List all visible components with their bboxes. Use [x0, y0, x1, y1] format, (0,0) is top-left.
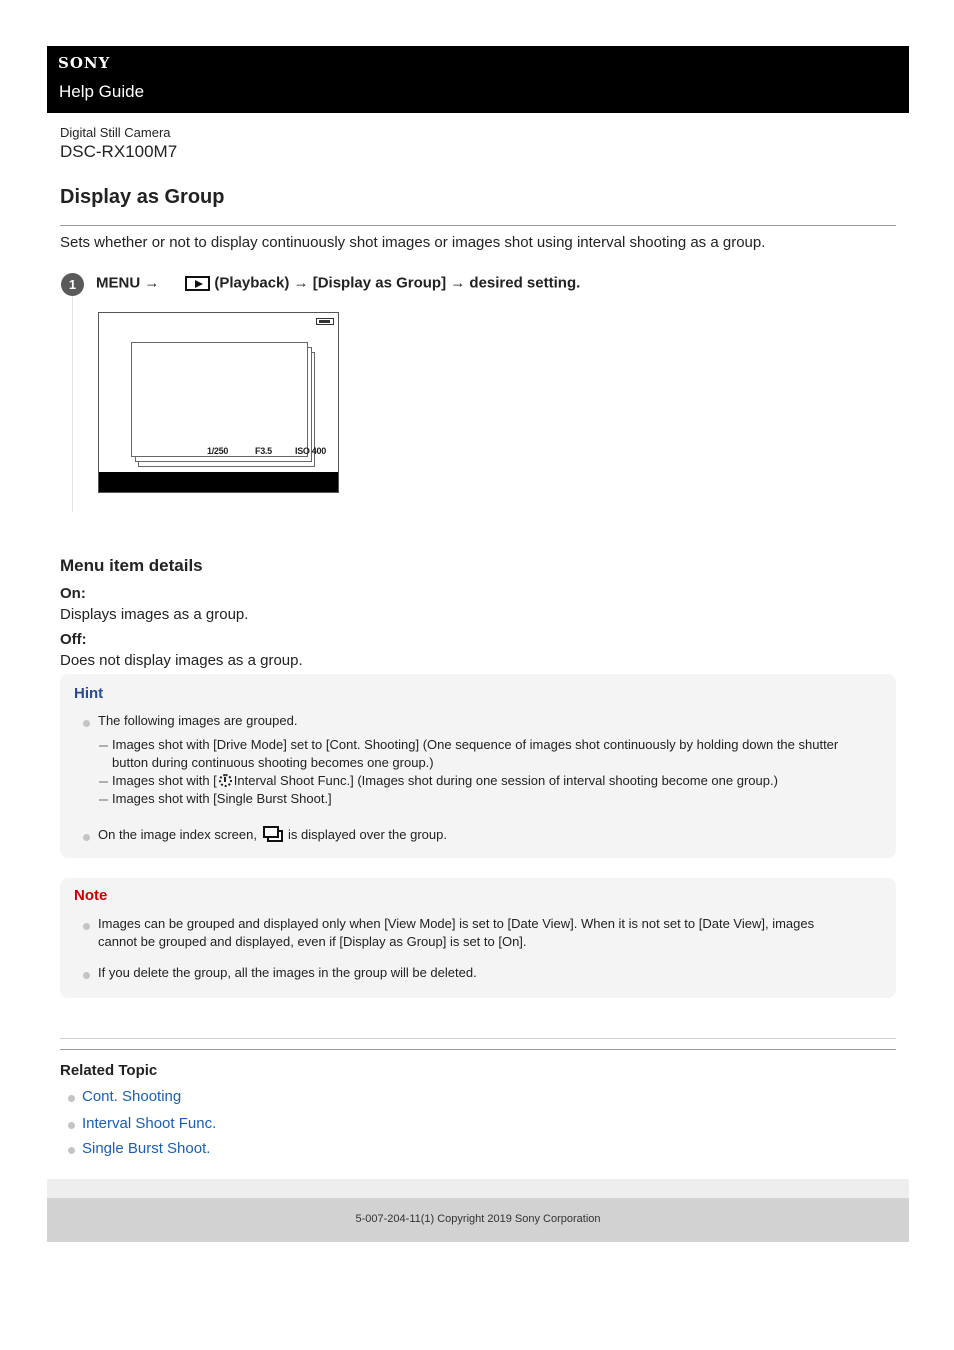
intro-text: Sets whether or not to display continuously shot images or images shot using interval shooting as a group. [60, 234, 766, 251]
sony-logo: SONY [58, 54, 111, 72]
hint-subitem-pre: Images shot with [ [112, 773, 217, 788]
page-title: Display as Group [60, 186, 225, 208]
menu-details-heading: Menu item details [60, 556, 203, 575]
hint-item [98, 826, 447, 844]
note-item: Images can be grouped and displayed only when [View Mode] is set to [Date View]. When it is not set to [Date View], images [98, 916, 815, 931]
dash-icon [99, 745, 108, 747]
bullet-icon [83, 923, 90, 930]
shutter-speed-readout: 1/250 [207, 446, 229, 456]
hint-item: The following images are grouped. [98, 713, 298, 728]
product-model: DSC-RX100M7 [60, 142, 178, 161]
related-topic-heading: Related Topic [60, 1062, 158, 1079]
copyright-text: 5-007-204-11(1) Copyright 2019 Sony Corporation [355, 1213, 601, 1225]
step-connector [72, 296, 73, 512]
section-divider [60, 1038, 896, 1039]
step-instruction [96, 274, 580, 292]
dash-icon [99, 799, 108, 801]
aperture-readout: F3.5 [255, 446, 272, 456]
group-display-icon [263, 826, 283, 842]
screen-bottom-bar [99, 472, 338, 492]
title-divider [60, 225, 896, 226]
option-off-desc: Does not display images as a group. [60, 652, 303, 669]
section-divider [60, 1049, 896, 1050]
playback-icon [185, 276, 210, 291]
stacked-image-front [131, 342, 308, 457]
battery-icon [316, 318, 334, 325]
note-title: Note [74, 887, 108, 904]
bullet-icon [68, 1147, 75, 1154]
option-on-term: On: [60, 585, 86, 602]
related-link-interval-shoot[interactable]: Interval Shoot Func. [82, 1115, 217, 1132]
hint-subitem [112, 772, 778, 790]
product-category: Digital Still Camera [60, 125, 171, 140]
related-link-cont-shooting[interactable]: Cont. Shooting [82, 1088, 182, 1105]
note-box [60, 878, 896, 998]
bullet-icon [83, 972, 90, 979]
dash-icon [99, 781, 108, 783]
hint-subitem: Images shot with [Drive Mode] set to [Cont. Shooting] (One sequence of images shot continuously by holding down the shutter [112, 737, 839, 752]
hint-subitem-cont: button during continuous shooting becomes one group.) [112, 755, 434, 770]
step-playback-text: (Playback) → [Display as Group] → desired setting. [214, 274, 581, 292]
hint-subitem-post: Interval Shoot Func.] (Images shot during one session of interval shooting become one group.) [233, 773, 778, 788]
step-number: 1 [61, 273, 84, 296]
bullet-icon [83, 834, 90, 841]
bullet-icon [68, 1095, 75, 1102]
interval-shoot-icon [219, 774, 232, 787]
hint-title: Hint [74, 685, 104, 702]
footer-bar [47, 1198, 909, 1242]
hint-item-post: is displayed over the group. [287, 827, 447, 842]
option-on-desc: Displays images as a group. [60, 606, 249, 623]
help-guide-label: Help Guide [59, 82, 145, 101]
note-item-cont: cannot be grouped and displayed, even if [Display as Group] is set to [On]. [98, 934, 527, 949]
hint-box [60, 674, 896, 858]
header-bar [47, 46, 909, 113]
step-menu-text: MENU → [96, 274, 160, 292]
related-link-single-burst[interactable]: Single Burst Shoot. [82, 1140, 211, 1157]
camera-screen-illustration [98, 312, 339, 493]
iso-readout: ISO 400 [295, 446, 326, 456]
hint-subitem: Images shot with [Single Burst Shoot.] [112, 791, 332, 806]
option-off-term: Off: [60, 631, 87, 648]
bullet-icon [68, 1122, 75, 1129]
footer-spacer [47, 1179, 909, 1198]
bullet-icon [83, 720, 90, 727]
hint-item-pre: On the image index screen, [98, 827, 257, 842]
note-item: If you delete the group, all the images in the group will be deleted. [98, 965, 477, 980]
